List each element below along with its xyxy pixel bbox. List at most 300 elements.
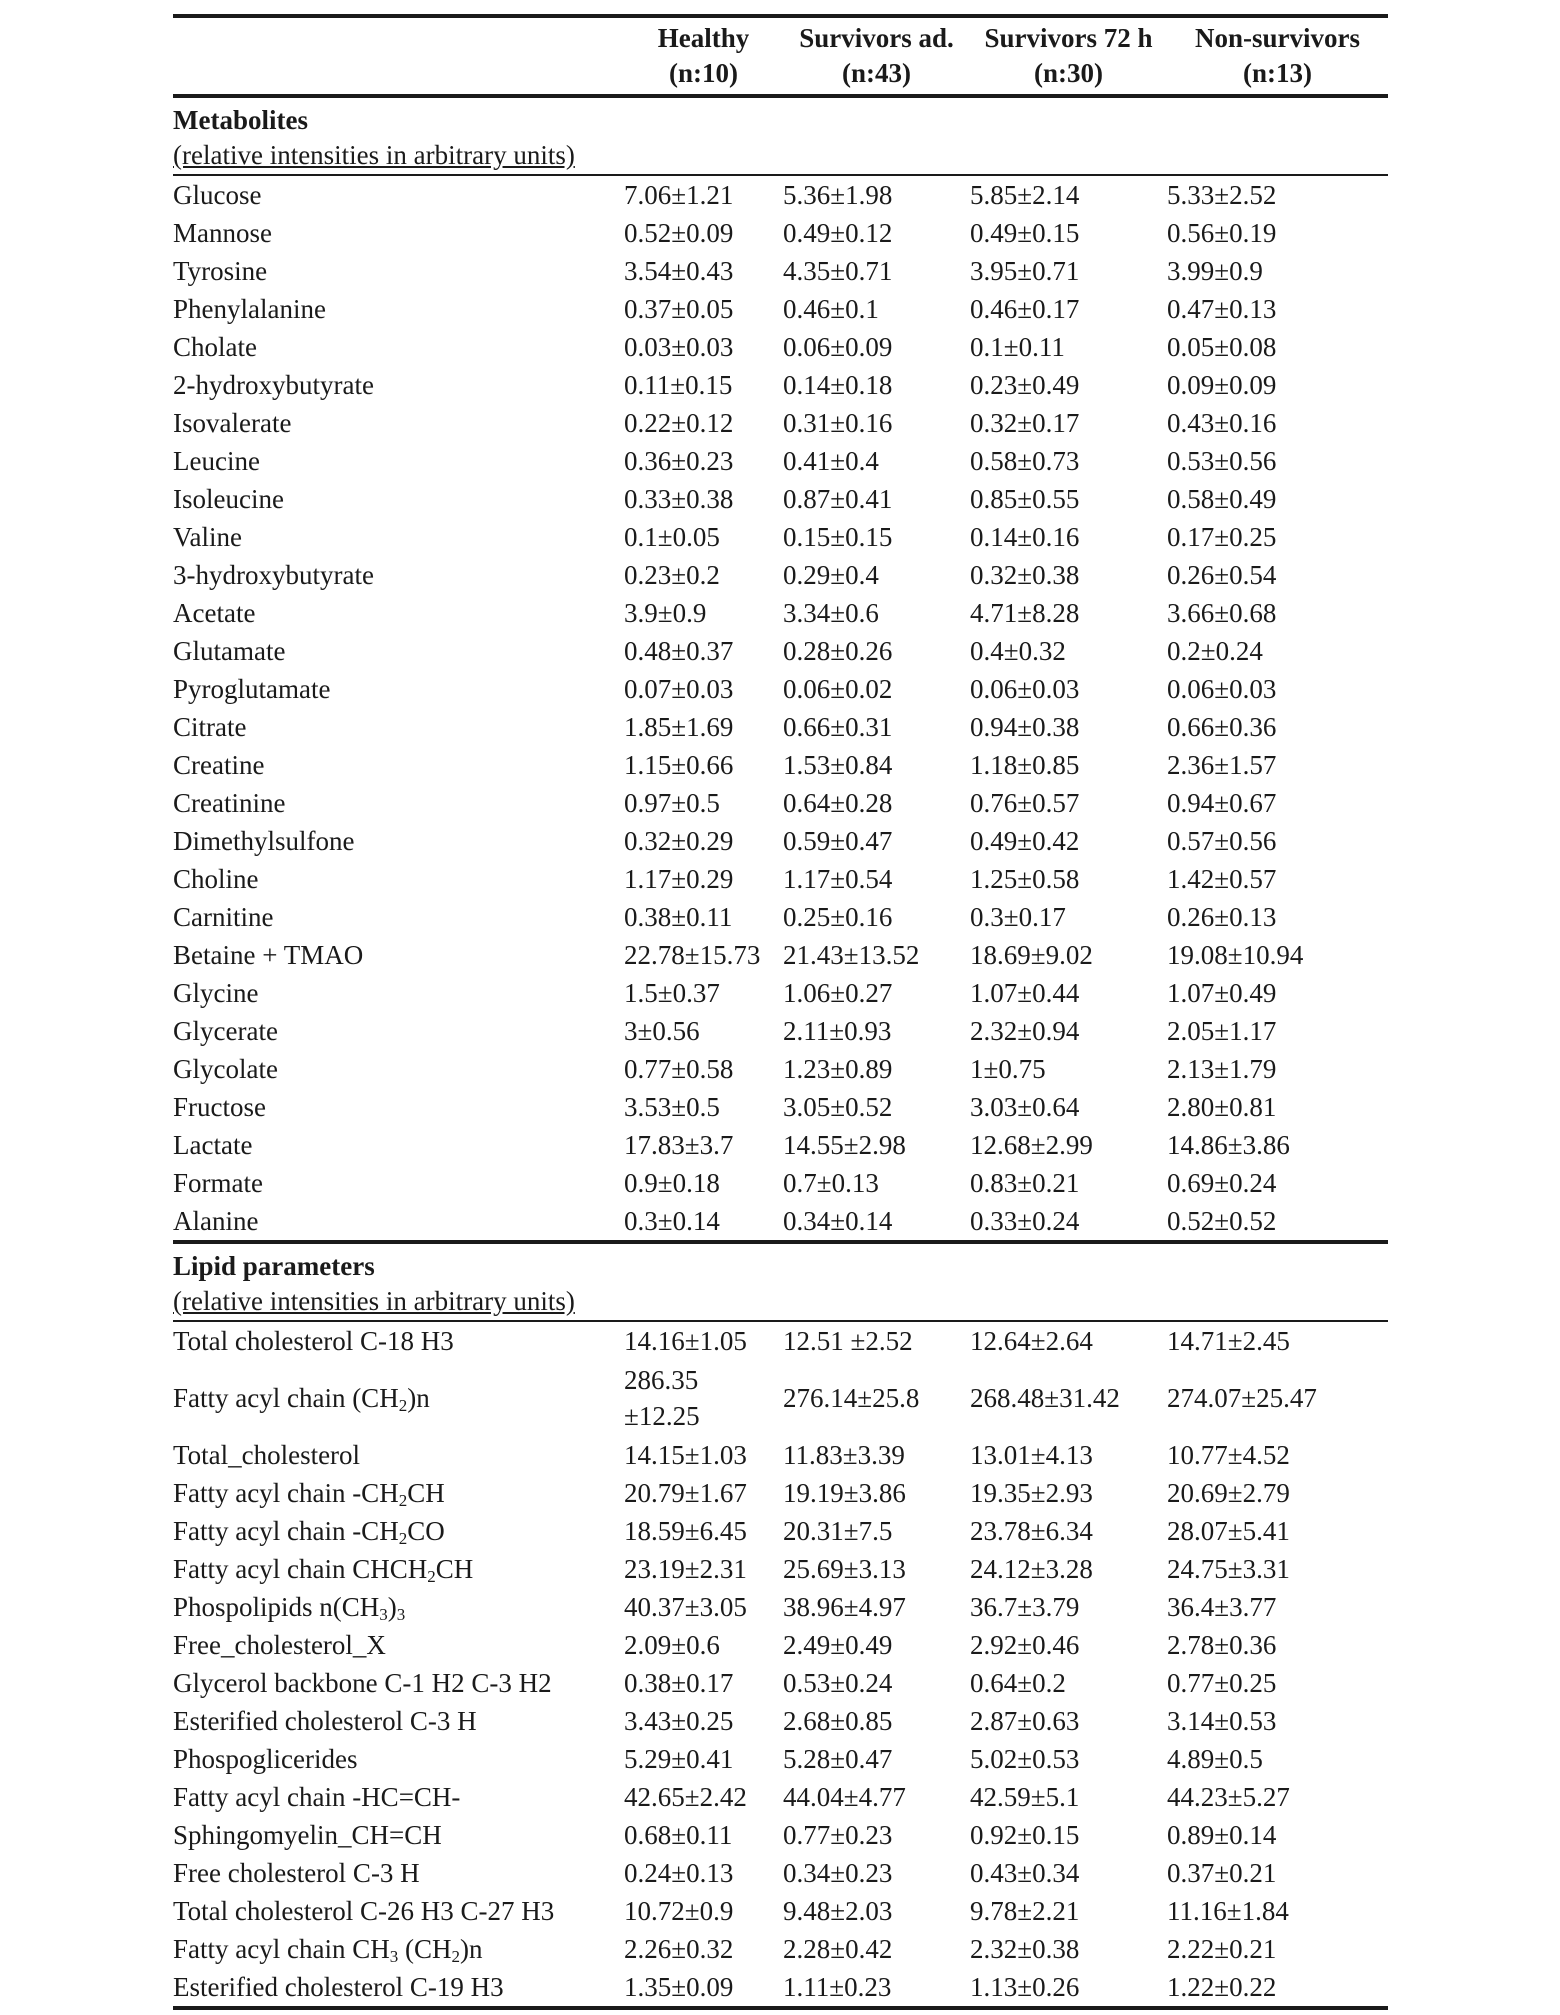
- value-cell: 0.14±0.16: [970, 522, 1080, 552]
- value-cell: 19.19±3.86: [783, 1478, 906, 1508]
- value-cell: 0.69±0.24: [1167, 1168, 1277, 1198]
- value-cell: 2.49±0.49: [783, 1630, 893, 1660]
- value-cell: 0.76±0.57: [970, 788, 1080, 818]
- row-label: [173, 1379, 624, 1417]
- value-cell: 1.17±0.54: [783, 864, 893, 894]
- value-cell: 36.7±3.79: [970, 1592, 1080, 1622]
- row-label: Choline: [173, 864, 259, 894]
- value-cell: 0.64±0.2: [970, 1668, 1066, 1698]
- row-label: Total cholesterol C-18 H3: [173, 1326, 454, 1356]
- row-label: Total_cholesterol: [173, 1440, 361, 1470]
- value-cell: 5.36±1.98: [783, 180, 893, 210]
- value-cell: 1±0.75: [970, 1054, 1046, 1084]
- value-cell: 0.05±0.08: [1167, 332, 1277, 362]
- table-row: [173, 860, 1388, 898]
- value-cell: 4.71±8.28: [970, 598, 1080, 628]
- value-cell: 0.09±0.09: [1167, 370, 1277, 400]
- label-part: CH: [435, 1554, 474, 1584]
- value-cell: 0.52±0.52: [1167, 1206, 1277, 1236]
- label-part: Fatty acyl chain (CH: [173, 1383, 399, 1413]
- value-cell: 0.1±0.11: [970, 332, 1065, 362]
- value-cell: 0.14±0.18: [783, 370, 893, 400]
- value-cell: 0.07±0.03: [624, 674, 734, 704]
- value-cell: 0.31±0.16: [783, 408, 893, 438]
- subtitle-text: (relative intensities in arbitrary units): [173, 140, 575, 170]
- table-row: [173, 936, 1388, 974]
- table-row: [173, 1474, 1388, 1512]
- table-row: [173, 214, 1388, 252]
- table-row: [173, 1626, 1388, 1664]
- col-header-survivors-ad: [783, 18, 970, 94]
- value-cell: 2.92±0.46: [970, 1630, 1080, 1660]
- value-cell: 0.94±0.38: [970, 712, 1080, 742]
- value-cell: 0.4±0.32: [970, 636, 1066, 666]
- value-cell: 2.09±0.6: [624, 1630, 720, 1660]
- table-row: [173, 1740, 1388, 1778]
- value-cell: 10.77±4.52: [1167, 1440, 1290, 1470]
- table-row: [173, 632, 1388, 670]
- table-row: [173, 176, 1388, 214]
- value-cell: 2.05±1.17: [1167, 1016, 1277, 1046]
- value-cell: 14.55±2.98: [783, 1130, 906, 1160]
- label-part: Fatty acyl chain -CH: [173, 1478, 399, 1508]
- table-row: [173, 1892, 1388, 1930]
- value-cell: 4.89±0.5: [1167, 1744, 1263, 1774]
- value-cell: 1.07±0.49: [1167, 978, 1277, 1008]
- row-label: Formate: [173, 1168, 263, 1198]
- row-label: Mannose: [173, 218, 272, 248]
- row-label: Fructose: [173, 1092, 266, 1122]
- label-part: (CH: [398, 1934, 452, 1964]
- value-cell: 0.68±0.11: [624, 1820, 733, 1850]
- value-cell: 2.13±1.79: [1167, 1054, 1277, 1084]
- label-part: Fatty acyl chain CH: [173, 1934, 390, 1964]
- value-cell: 3.9±0.9: [624, 598, 707, 628]
- table-row: [173, 1164, 1388, 1202]
- value-cell: 0.06±0.03: [1167, 674, 1277, 704]
- value-cell: 0.38±0.11: [624, 902, 733, 932]
- row-label: Phospoglicerides: [173, 1744, 358, 1774]
- bottom-rule: [173, 2006, 1388, 2010]
- value-cell: 1.5±0.37: [624, 978, 720, 1008]
- value-cell: 1.06±0.27: [783, 978, 893, 1008]
- section-title-lipids: Lipid parameters: [173, 1251, 375, 1281]
- row-label: Betaine + TMAO: [173, 940, 364, 970]
- section-subtitle-metabolites: [173, 138, 1388, 174]
- value-cell: 44.04±4.77: [783, 1782, 906, 1812]
- col-n: (n:43): [842, 58, 911, 88]
- col-name: Healthy: [657, 23, 750, 53]
- header-row: [173, 18, 1388, 94]
- value-cell: 0.41±0.4: [783, 446, 879, 476]
- value-cell: 25.69±3.13: [783, 1554, 906, 1584]
- value-cell: 3.05±0.52: [783, 1092, 893, 1122]
- value-cell: 19.35±2.93: [970, 1478, 1093, 1508]
- value-cell: 0.25±0.16: [783, 902, 893, 932]
- value-cell: 0.2±0.24: [1167, 636, 1263, 666]
- section-subtitle-lipids: [173, 1284, 1388, 1320]
- table-row: [173, 290, 1388, 328]
- row-label: Carnitine: [173, 902, 274, 932]
- value-cell: [624, 1362, 783, 1434]
- value-cell: 2.32±0.38: [970, 1934, 1080, 1964]
- value-cell: 1.42±0.57: [1167, 864, 1277, 894]
- value-cell: 0.11±0.15: [624, 370, 733, 400]
- value-cell: 24.75±3.31: [1167, 1554, 1290, 1584]
- value-cell: 0.43±0.34: [970, 1858, 1080, 1888]
- value-cell: 0.1±0.05: [624, 522, 720, 552]
- table-row: [173, 1088, 1388, 1126]
- table-row: [173, 1012, 1388, 1050]
- value-cell: 14.15±1.03: [624, 1440, 747, 1470]
- subtitle-text: (relative intensities in arbitrary units): [173, 1286, 575, 1316]
- row-label: Alanine: [173, 1206, 259, 1236]
- value-cell: 1.25±0.58: [970, 864, 1080, 894]
- value-cell: 0.3±0.17: [970, 902, 1066, 932]
- table-row: [173, 328, 1388, 366]
- label-part: CH: [407, 1478, 445, 1508]
- row-label: Dimethylsulfone: [173, 826, 355, 856]
- row-label: Glycerol backbone C-1 H2 C-3 H2: [173, 1668, 552, 1698]
- row-label: [173, 1930, 624, 1968]
- value-cell: 2.11±0.93: [783, 1016, 892, 1046]
- value-cell: 0.46±0.17: [970, 294, 1080, 324]
- table-row: [173, 974, 1388, 1012]
- value-cell: 0.53±0.56: [1167, 446, 1277, 476]
- table-row: [173, 442, 1388, 480]
- value-cell: 0.77±0.23: [783, 1820, 893, 1850]
- value-cell: 18.69±9.02: [970, 940, 1093, 970]
- row-label: Phenylalanine: [173, 294, 326, 324]
- row-label: Glucose: [173, 180, 262, 210]
- value-cell: 44.23±5.27: [1167, 1782, 1290, 1812]
- row-label: Free_cholesterol_X: [173, 1630, 386, 1660]
- value-cell: 0.43±0.16: [1167, 408, 1277, 438]
- value-cell: 5.02±0.53: [970, 1744, 1080, 1774]
- section-title-metabolites: Metabolites: [173, 105, 308, 135]
- table-row: [173, 1968, 1388, 2006]
- table-row: [173, 822, 1388, 860]
- value-cell: 5.28±0.47: [783, 1744, 893, 1774]
- value-cell: 0.66±0.31: [783, 712, 893, 742]
- value-cell: 0.49±0.42: [970, 826, 1080, 856]
- table-row: [173, 1930, 1388, 1968]
- value-cell: 0.57±0.56: [1167, 826, 1277, 856]
- value-cell: 0.32±0.17: [970, 408, 1080, 438]
- col-header-non-survivors: [1167, 18, 1388, 94]
- value-cell: 2.80±0.81: [1167, 1092, 1277, 1122]
- value-cell: 9.78±2.21: [970, 1896, 1080, 1926]
- value-cell: 5.33±2.52: [1167, 180, 1277, 210]
- value-cell: 0.06±0.03: [970, 674, 1080, 704]
- row-label: Fatty acyl chain -HC=CH-: [173, 1782, 461, 1812]
- label-part: CO: [407, 1516, 445, 1546]
- col-name: Non-survivors: [1194, 23, 1360, 53]
- table-row: [173, 784, 1388, 822]
- value-cell: 0.26±0.54: [1167, 560, 1277, 590]
- table-row: [173, 1436, 1388, 1474]
- value-cell: 0.34±0.14: [783, 1206, 893, 1236]
- value-cell: 22.78±15.73: [624, 940, 761, 970]
- label-part: )n: [459, 1934, 483, 1964]
- subscript: 3: [379, 1605, 388, 1624]
- value-cell: 0.06±0.02: [783, 674, 893, 704]
- value-cell: 0.94±0.67: [1167, 788, 1277, 818]
- value-cell: 38.96±4.97: [783, 1592, 906, 1622]
- value-cell: 0.33±0.24: [970, 1206, 1080, 1236]
- table-row: [173, 594, 1388, 632]
- value-cell: 2.22±0.21: [1167, 1934, 1277, 1964]
- value-cell: 7.06±1.21: [624, 180, 734, 210]
- value-cell: 0.23±0.2: [624, 560, 720, 590]
- value-cell: 3.03±0.64: [970, 1092, 1080, 1122]
- value-cell: 1.53±0.84: [783, 750, 893, 780]
- value-cell: 0.38±0.17: [624, 1668, 734, 1698]
- value-cell: 0.46±0.1: [783, 294, 879, 324]
- value-cell: 0.77±0.25: [1167, 1668, 1277, 1698]
- value-cell: 14.16±1.05: [624, 1326, 747, 1356]
- table-row: [173, 404, 1388, 442]
- value-cell: 14.71±2.45: [1167, 1326, 1290, 1356]
- value-cell: 0.64±0.28: [783, 788, 893, 818]
- label-part: Fatty acyl chain -CH: [173, 1516, 399, 1546]
- value-cell: 0.87±0.41: [783, 484, 893, 514]
- value-cell: 0.52±0.09: [624, 218, 734, 248]
- table-row: [173, 1664, 1388, 1702]
- value-cell: 5.85±2.14: [970, 180, 1080, 210]
- row-label: [173, 1512, 624, 1550]
- value-cell: 1.11±0.23: [783, 1972, 892, 2002]
- value-cell: 12.64±2.64: [970, 1326, 1093, 1356]
- table-row: [173, 670, 1388, 708]
- row-label: Sphingomyelin_CH=CH: [173, 1820, 442, 1850]
- data-table: [173, 14, 1388, 2010]
- col-header-survivors-72h: [970, 18, 1167, 94]
- value-cell: 0.26±0.13: [1167, 902, 1277, 932]
- row-label: Creatine: [173, 750, 265, 780]
- value-cell: 0.15±0.15: [783, 522, 893, 552]
- row-label: [173, 1588, 624, 1626]
- row-label: 2-hydroxybutyrate: [173, 370, 374, 400]
- value-cell: 268.48±31.42: [970, 1383, 1120, 1413]
- value-cell: 3.66±0.68: [1167, 598, 1277, 628]
- value-cell: 13.01±4.13: [970, 1440, 1093, 1470]
- table-row: [173, 1322, 1388, 1360]
- subscript: 2: [398, 1396, 408, 1415]
- value-cell: 1.85±1.69: [624, 712, 734, 742]
- row-label: Free cholesterol C-3 H: [173, 1858, 420, 1888]
- value-cell: 1.15±0.66: [624, 750, 734, 780]
- value-cell: 0.3±0.14: [624, 1206, 720, 1236]
- value-cell: 9.48±2.03: [783, 1896, 893, 1926]
- table-row: [173, 1050, 1388, 1088]
- col-n: (n:30): [1034, 58, 1103, 88]
- value-cell: 20.69±2.79: [1167, 1478, 1290, 1508]
- table-row: [173, 1360, 1388, 1436]
- value-cell: 3.53±0.5: [624, 1092, 720, 1122]
- row-label: Tyrosine: [173, 256, 268, 286]
- metabolites-body: [173, 176, 1388, 1240]
- value-cell: 0.97±0.5: [624, 788, 720, 818]
- row-label: Glycolate: [173, 1054, 278, 1084]
- value-cell: 5.29±0.41: [624, 1744, 734, 1774]
- table-row: [173, 480, 1388, 518]
- value-cell: 0.03±0.03: [624, 332, 734, 362]
- value-cell: 40.37±3.05: [624, 1592, 747, 1622]
- row-label: Glycine: [173, 978, 259, 1008]
- row-label: Lactate: [173, 1130, 253, 1160]
- subscript: 2: [398, 1491, 408, 1510]
- row-label: Cholate: [173, 332, 257, 362]
- value-cell: 1.18±0.85: [970, 750, 1080, 780]
- value-cell: 36.4±3.77: [1167, 1592, 1277, 1622]
- value-cell: 4.35±0.71: [783, 256, 893, 286]
- value-cell: 1.13±0.26: [970, 1972, 1080, 2002]
- value-cell: 2.26±0.32: [624, 1934, 734, 1964]
- subscript: 3: [389, 1947, 399, 1966]
- col-n: (n:10): [669, 58, 738, 88]
- value-cell: 0.56±0.19: [1167, 218, 1277, 248]
- label-part: Fatty acyl chain CHCH: [173, 1554, 428, 1584]
- value-cell: 0.37±0.05: [624, 294, 734, 324]
- value-cell: 3.43±0.25: [624, 1706, 734, 1736]
- row-label: [173, 1550, 624, 1588]
- label-part: ): [387, 1592, 397, 1622]
- value-cell: 11.83±3.39: [783, 1440, 905, 1470]
- value-cell: 274.07±25.47: [1167, 1383, 1317, 1413]
- value-cell: 2.68±0.85: [783, 1706, 893, 1736]
- value-part: ±12.25: [624, 1401, 700, 1431]
- value-cell: 0.92±0.15: [970, 1820, 1080, 1850]
- value-cell: 0.32±0.38: [970, 560, 1080, 590]
- row-label: Leucine: [173, 446, 260, 476]
- row-label: Esterified cholesterol C-19 H3: [173, 1972, 504, 2002]
- row-label: Glycerate: [173, 1016, 278, 1046]
- value-cell: 0.66±0.36: [1167, 712, 1277, 742]
- value-cell: 2.32±0.94: [970, 1016, 1080, 1046]
- table-row: [173, 1202, 1388, 1240]
- value-cell: 0.37±0.21: [1167, 1858, 1277, 1888]
- row-label: Creatinine: [173, 788, 286, 818]
- value-cell: 0.85±0.55: [970, 484, 1080, 514]
- value-cell: 12.51 ±2.52: [783, 1326, 913, 1356]
- value-cell: 28.07±5.41: [1167, 1516, 1290, 1546]
- value-cell: 0.9±0.18: [624, 1168, 720, 1198]
- row-label: Isovalerate: [173, 408, 292, 438]
- value-cell: 14.86±3.86: [1167, 1130, 1290, 1160]
- col-name: Survivors 72 h: [984, 23, 1153, 53]
- value-cell: 0.23±0.49: [970, 370, 1080, 400]
- row-label: [173, 1474, 624, 1512]
- table-row: [173, 1512, 1388, 1550]
- value-cell: 1.07±0.44: [970, 978, 1080, 1008]
- value-cell: 0.59±0.47: [783, 826, 893, 856]
- table-row: [173, 556, 1388, 594]
- value-cell: 1.17±0.29: [624, 864, 734, 894]
- value-cell: 0.28±0.26: [783, 636, 893, 666]
- value-cell: 42.59±5.1: [970, 1782, 1080, 1812]
- value-cell: 0.29±0.4: [783, 560, 879, 590]
- value-cell: 0.58±0.73: [970, 446, 1080, 476]
- value-cell: 0.58±0.49: [1167, 484, 1277, 514]
- row-label: Total cholesterol C-26 H3 C-27 H3: [173, 1896, 555, 1926]
- subscript: 3: [396, 1605, 406, 1624]
- value-cell: 3.95±0.71: [970, 256, 1080, 286]
- value-cell: 11.16±1.84: [1167, 1896, 1289, 1926]
- table-row: [173, 1126, 1388, 1164]
- table-row: [173, 252, 1388, 290]
- row-label: Glutamate: [173, 636, 286, 666]
- value-cell: 0.33±0.38: [624, 484, 734, 514]
- col-n: (n:13): [1243, 58, 1312, 88]
- value-cell: 0.77±0.58: [624, 1054, 734, 1084]
- table-row: [173, 746, 1388, 784]
- value-cell: 0.06±0.09: [783, 332, 893, 362]
- value-cell: 0.49±0.15: [970, 218, 1080, 248]
- value-cell: 2.78±0.36: [1167, 1630, 1277, 1660]
- value-cell: 3.54±0.43: [624, 256, 734, 286]
- value-cell: 2.87±0.63: [970, 1706, 1080, 1736]
- value-cell: 19.08±10.94: [1167, 940, 1304, 970]
- table-row: [173, 1854, 1388, 1892]
- value-cell: 18.59±6.45: [624, 1516, 747, 1546]
- label-part: )n: [407, 1383, 430, 1413]
- value-cell: 3±0.56: [624, 1016, 700, 1046]
- value-cell: 0.89±0.14: [1167, 1820, 1277, 1850]
- col-header-healthy: [624, 18, 783, 94]
- value-cell: 0.83±0.21: [970, 1168, 1080, 1198]
- value-cell: 21.43±13.52: [783, 940, 920, 970]
- value-cell: 1.22±0.22: [1167, 1972, 1277, 2002]
- table-row: [173, 1702, 1388, 1740]
- value-cell: 0.48±0.37: [624, 636, 734, 666]
- row-label: Esterified cholesterol C-3 H: [173, 1706, 477, 1736]
- value-cell: 0.22±0.12: [624, 408, 734, 438]
- lipids-body: [173, 1322, 1388, 2006]
- value-cell: 42.65±2.42: [624, 1782, 747, 1812]
- value-cell: 0.17±0.25: [1167, 522, 1277, 552]
- value-cell: 20.31±7.5: [783, 1516, 893, 1546]
- row-label: Citrate: [173, 712, 247, 742]
- value-part: 286.35: [624, 1365, 699, 1395]
- value-cell: 0.47±0.13: [1167, 294, 1277, 324]
- value-cell: 23.78±6.34: [970, 1516, 1093, 1546]
- table-row: [173, 898, 1388, 936]
- table-row: [173, 708, 1388, 746]
- table-row: [173, 1550, 1388, 1588]
- value-cell: 10.72±0.9: [624, 1896, 734, 1926]
- header-blank: [173, 18, 624, 94]
- value-cell: 276.14±25.8: [783, 1383, 920, 1413]
- value-cell: 0.34±0.23: [783, 1858, 893, 1888]
- table-row: [173, 1816, 1388, 1854]
- value-cell: 2.28±0.42: [783, 1934, 893, 1964]
- value-cell: 0.53±0.24: [783, 1668, 893, 1698]
- value-cell: 2.36±1.57: [1167, 750, 1277, 780]
- table-row: [173, 1778, 1388, 1816]
- value-cell: 3.34±0.6: [783, 598, 879, 628]
- row-label: Isoleucine: [173, 484, 284, 514]
- value-cell: 0.7±0.13: [783, 1168, 879, 1198]
- row-label: Valine: [173, 522, 242, 552]
- table-row: [173, 518, 1388, 556]
- value-cell: 0.24±0.13: [624, 1858, 734, 1888]
- value-cell: 0.49±0.12: [783, 218, 893, 248]
- subscript: 2: [398, 1529, 408, 1548]
- value-cell: 23.19±2.31: [624, 1554, 747, 1584]
- value-cell: 12.68±2.99: [970, 1130, 1093, 1160]
- row-label: Acetate: [173, 598, 256, 628]
